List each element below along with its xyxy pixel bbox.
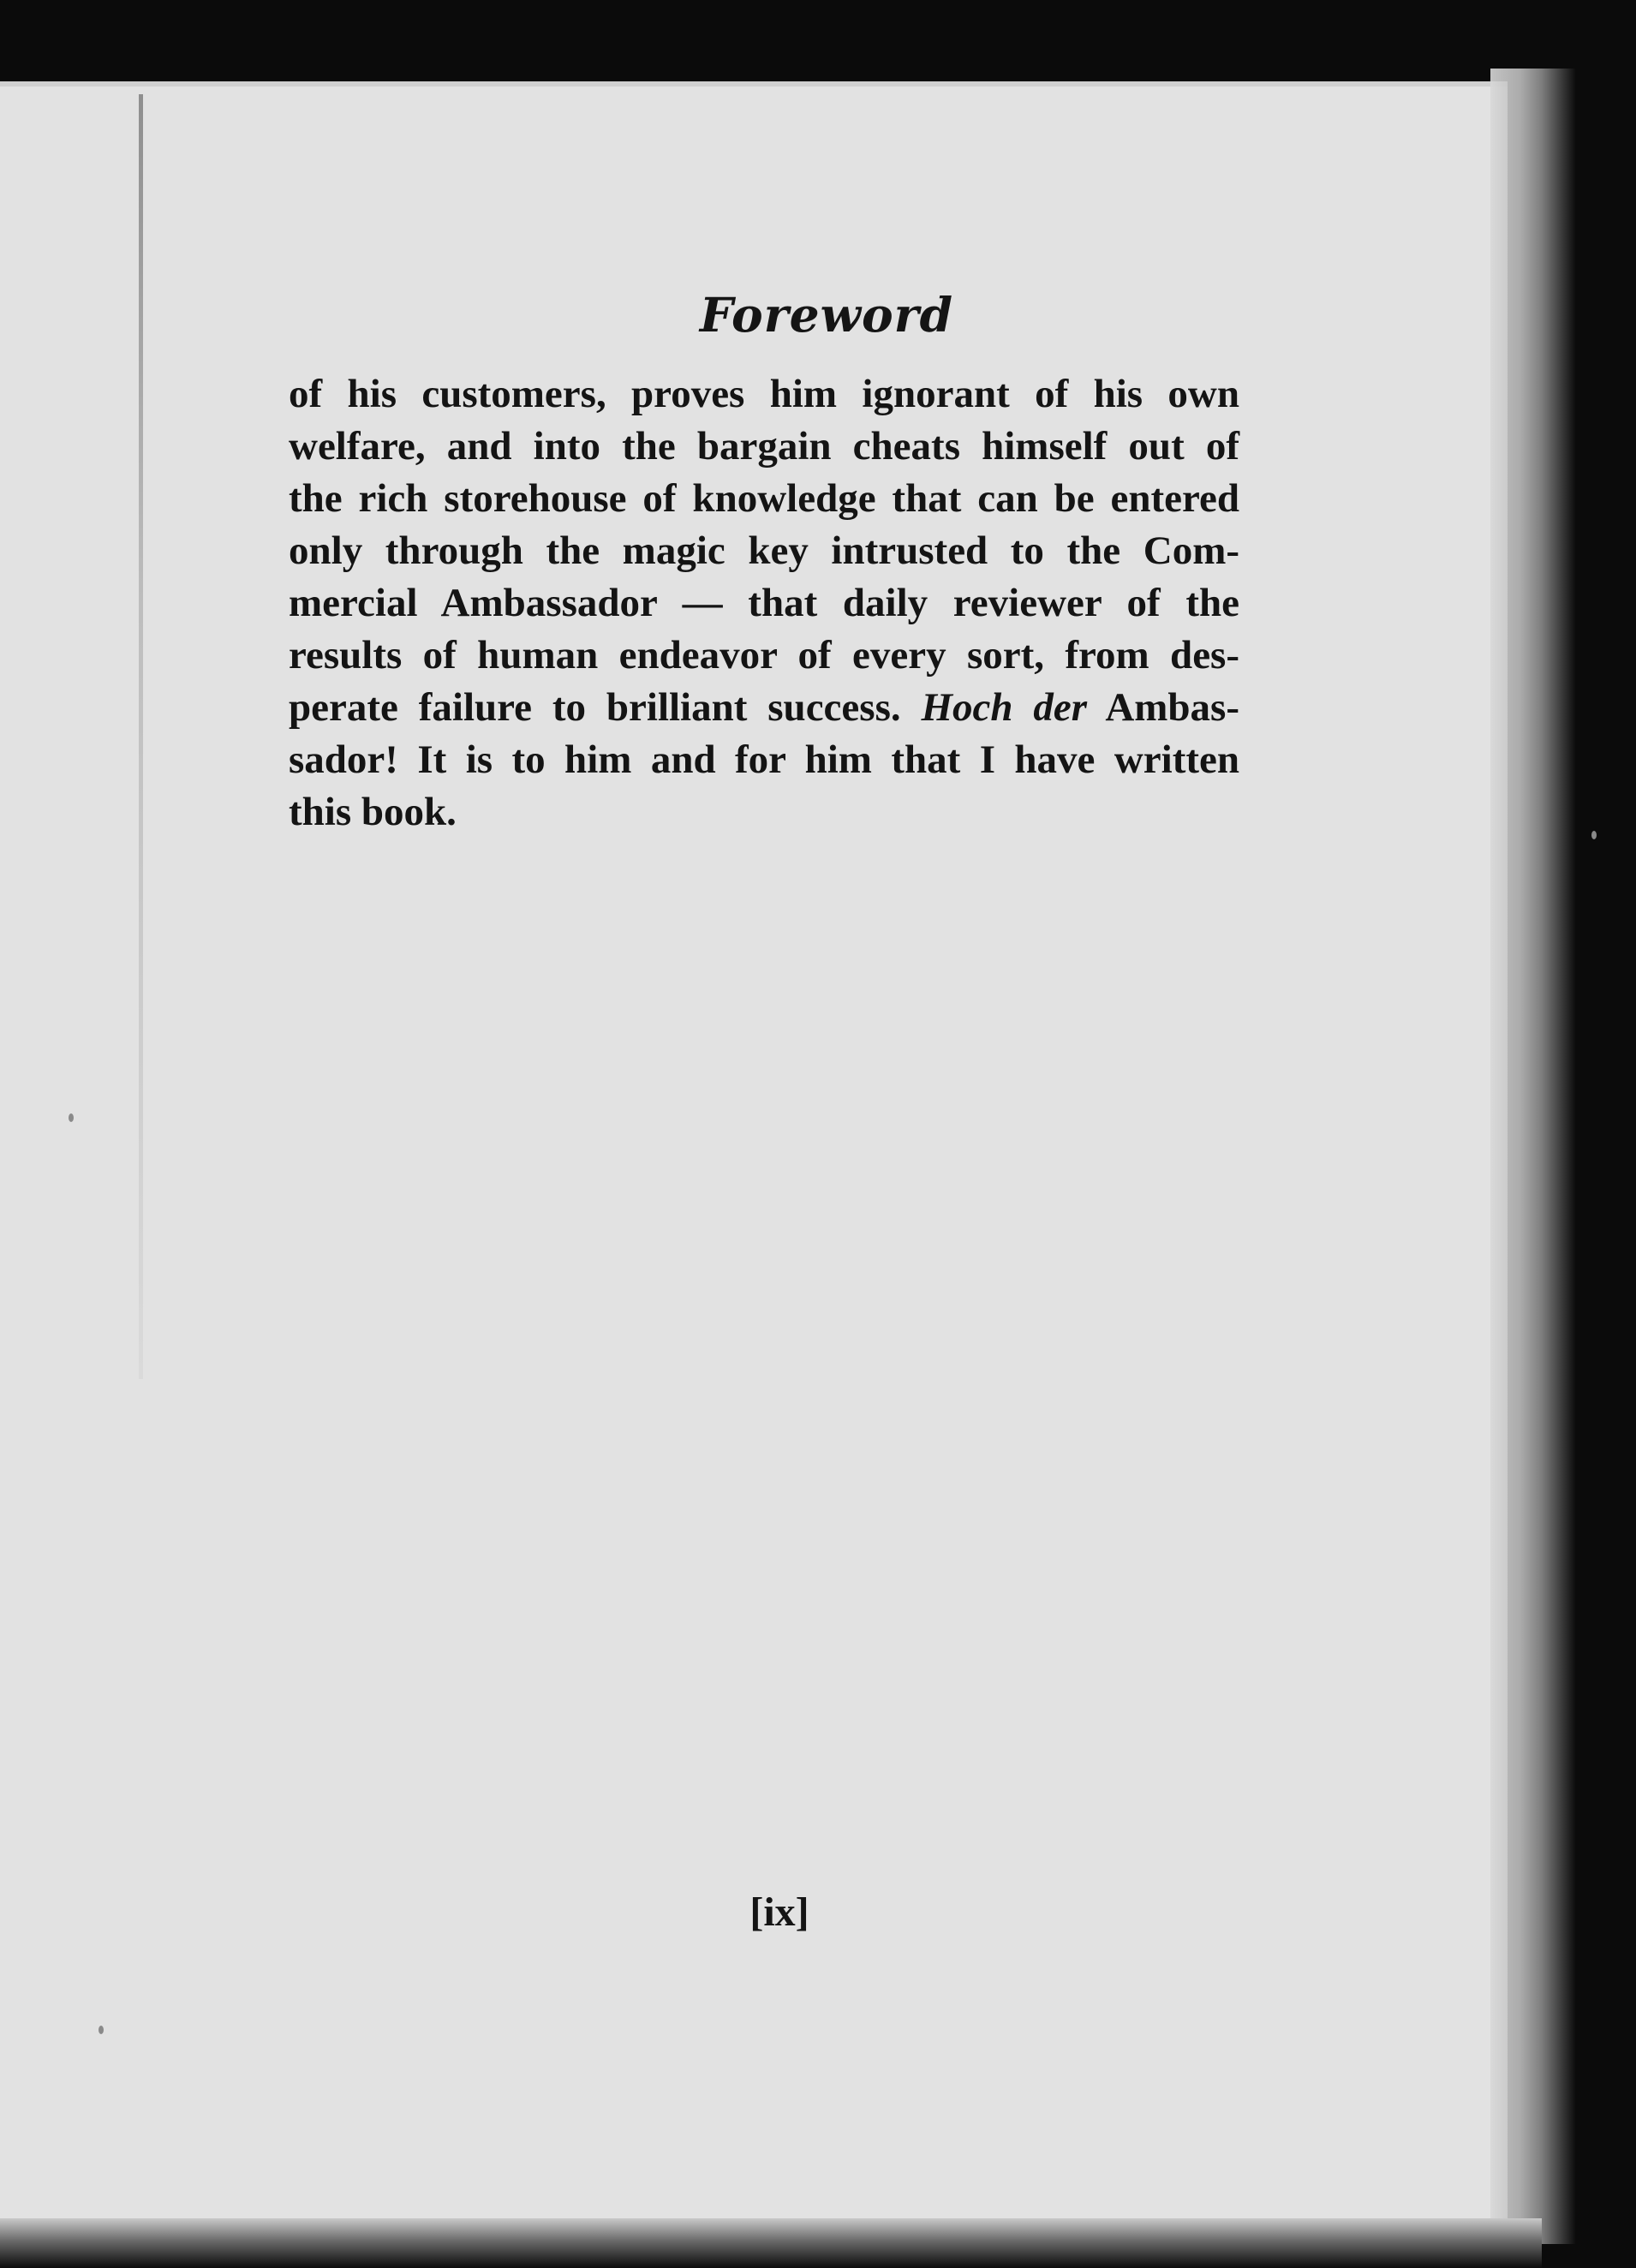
body-text	[289, 368, 1239, 839]
page-bottom-shadow	[0, 2218, 1542, 2268]
text-line: mercial Ambassador — that daily reviewer of the	[289, 581, 1239, 625]
folio-text: [ix]	[749, 1889, 809, 1935]
text-line: only through the magic key intrusted to the Com-	[289, 528, 1239, 573]
scan-speck	[99, 2026, 104, 2034]
text-line: of his customers, proves him ignorant of his own	[289, 372, 1239, 416]
text-line: results of human endeavor of every sort, from des-	[289, 633, 1239, 677]
text-line: sador! It is to him and for him that I have written	[289, 737, 1239, 782]
text-line: the rich storehouse of knowledge that can be entered	[289, 476, 1239, 521]
page-number	[0, 1889, 1636, 1936]
text-line	[289, 682, 1239, 734]
italic-phrase: Hoch der	[921, 685, 1088, 730]
text-run: perate failure to brilliant success.	[289, 685, 922, 730]
running-title: Foreword	[699, 287, 954, 343]
text-line: welfare, and into the bargain cheats himself out of	[289, 424, 1239, 469]
text-line: this book.	[289, 790, 457, 834]
text-run: Ambas-	[1087, 685, 1239, 730]
scan-speck	[1591, 831, 1597, 839]
scan-speck	[69, 1113, 74, 1122]
running-header	[0, 287, 1636, 343]
